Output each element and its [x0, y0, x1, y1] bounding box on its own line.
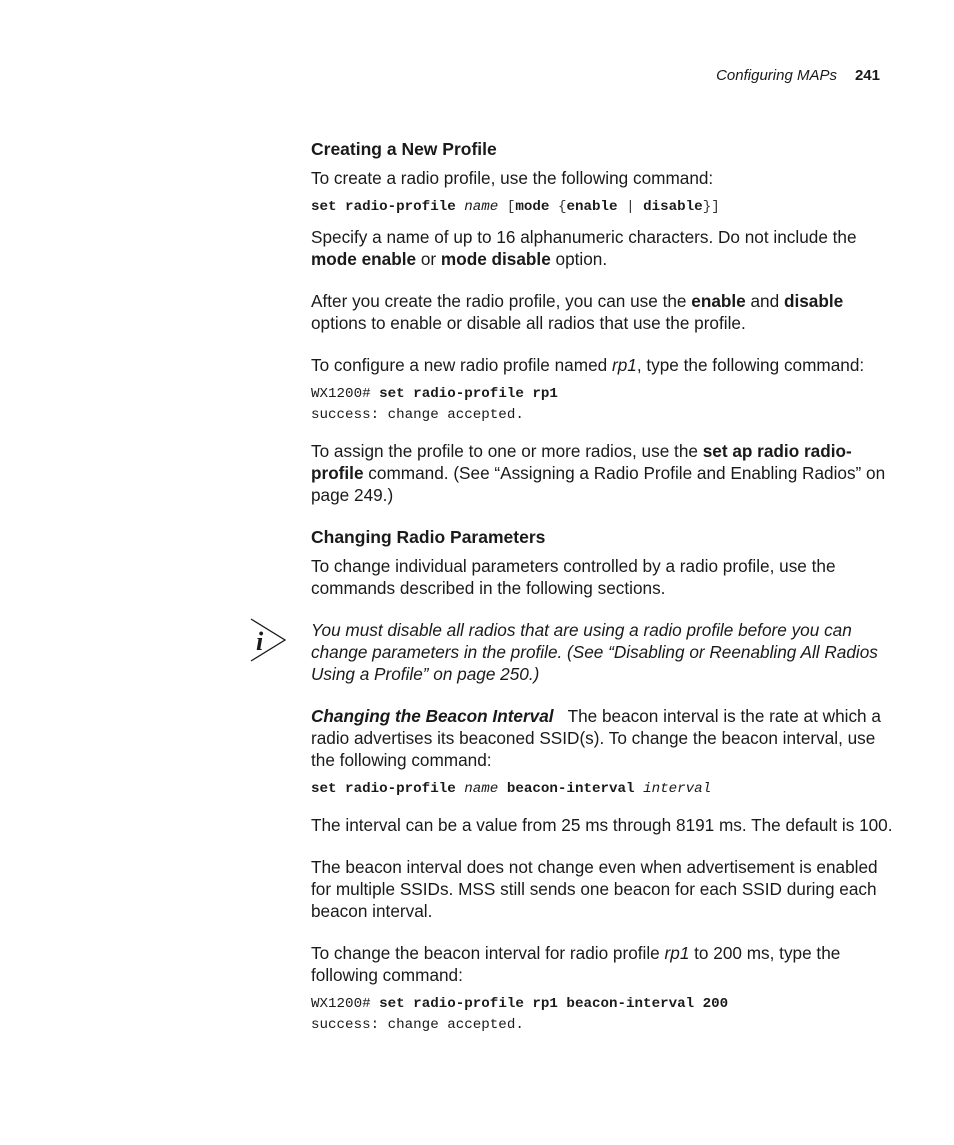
paragraph: Specify a name of up to 16 alphanumeric characters. Do not include the mode enable or mode disable option. [311, 227, 857, 269]
page-body [256, 138, 896, 1044]
cmd-keyword: set radio-profile [311, 781, 456, 797]
paragraph: To create a radio profile, use the following command: [311, 168, 714, 188]
note-text: You must disable all radios that are using a radio profile before you can change parameters in the profile. (See “Disabling or Reenabling All Radios Using a Profile” on page 250.) [311, 620, 878, 684]
section-heading-changing-parameters: Changing Radio Parameters [311, 527, 546, 547]
cmd-keyword: beacon-interval [506, 781, 635, 797]
cmd-variable: name [464, 781, 499, 797]
page-header [716, 66, 880, 86]
paragraph: Changing the Beacon Interval The beacon interval is the rate at which a radio advertises its beaconed SSID(s). To change the beacon interval, use the following command: [311, 706, 881, 770]
cmd-bracket: [ [506, 199, 516, 215]
cli-output: success: change accepted. [311, 407, 524, 423]
info-icon [248, 617, 288, 663]
cmd-keyword: set radio-profile [311, 199, 456, 215]
cli-output: success: change accepted. [311, 1017, 524, 1033]
command-syntax [311, 197, 896, 218]
subsection-heading-beacon-interval: Changing the Beacon Interval [311, 706, 554, 726]
cmd-separator: | [626, 199, 635, 215]
cmd-keyword: disable [643, 199, 703, 215]
command-example [311, 384, 896, 426]
command-example [311, 994, 896, 1036]
page-number: 241 [854, 67, 880, 84]
paragraph: To assign the profile to one or more radios, use the set ap radio radio-profile command. (See “Assigning a Radio Profile and Enabling Radios” on page 249.) [311, 441, 886, 505]
cmd-keyword: mode [515, 199, 550, 215]
paragraph: To change individual parameters controlled by a radio profile, use the commands described in the following sections. [311, 556, 836, 598]
cmd-keyword: enable [566, 199, 618, 215]
cli-command: set radio-profile rp1 [379, 386, 558, 402]
paragraph: To change the beacon interval for radio profile rp1 to 200 ms, type the following command: [311, 943, 841, 985]
command-syntax [311, 779, 896, 800]
paragraph: After you create the radio profile, you can use the enable and disable options to enable or disable all radios that use the profile. [311, 291, 844, 333]
section-heading-creating-profile: Creating a New Profile [311, 139, 497, 159]
cli-prompt: WX1200# [311, 386, 380, 402]
paragraph: The beacon interval does not change even when advertisement is enabled for multiple SSIDs. MSS still sends one beacon for each SSID during each beacon interval. [311, 857, 878, 921]
cli-prompt: WX1200# [311, 996, 380, 1012]
running-header: Configuring MAPs [716, 67, 837, 84]
cmd-bracket: }] [702, 199, 720, 215]
cmd-brace: { [557, 199, 567, 215]
svg-text:i: i [256, 627, 264, 656]
cmd-variable: interval [643, 781, 712, 797]
note [256, 619, 896, 685]
paragraph: The interval can be a value from 25 ms through 8191 ms. The default is 100. [311, 815, 893, 835]
paragraph: To configure a new radio profile named rp1, type the following command: [311, 355, 865, 375]
cmd-variable: name [464, 199, 499, 215]
cli-command: set radio-profile rp1 beacon-interval 200 [379, 996, 729, 1012]
